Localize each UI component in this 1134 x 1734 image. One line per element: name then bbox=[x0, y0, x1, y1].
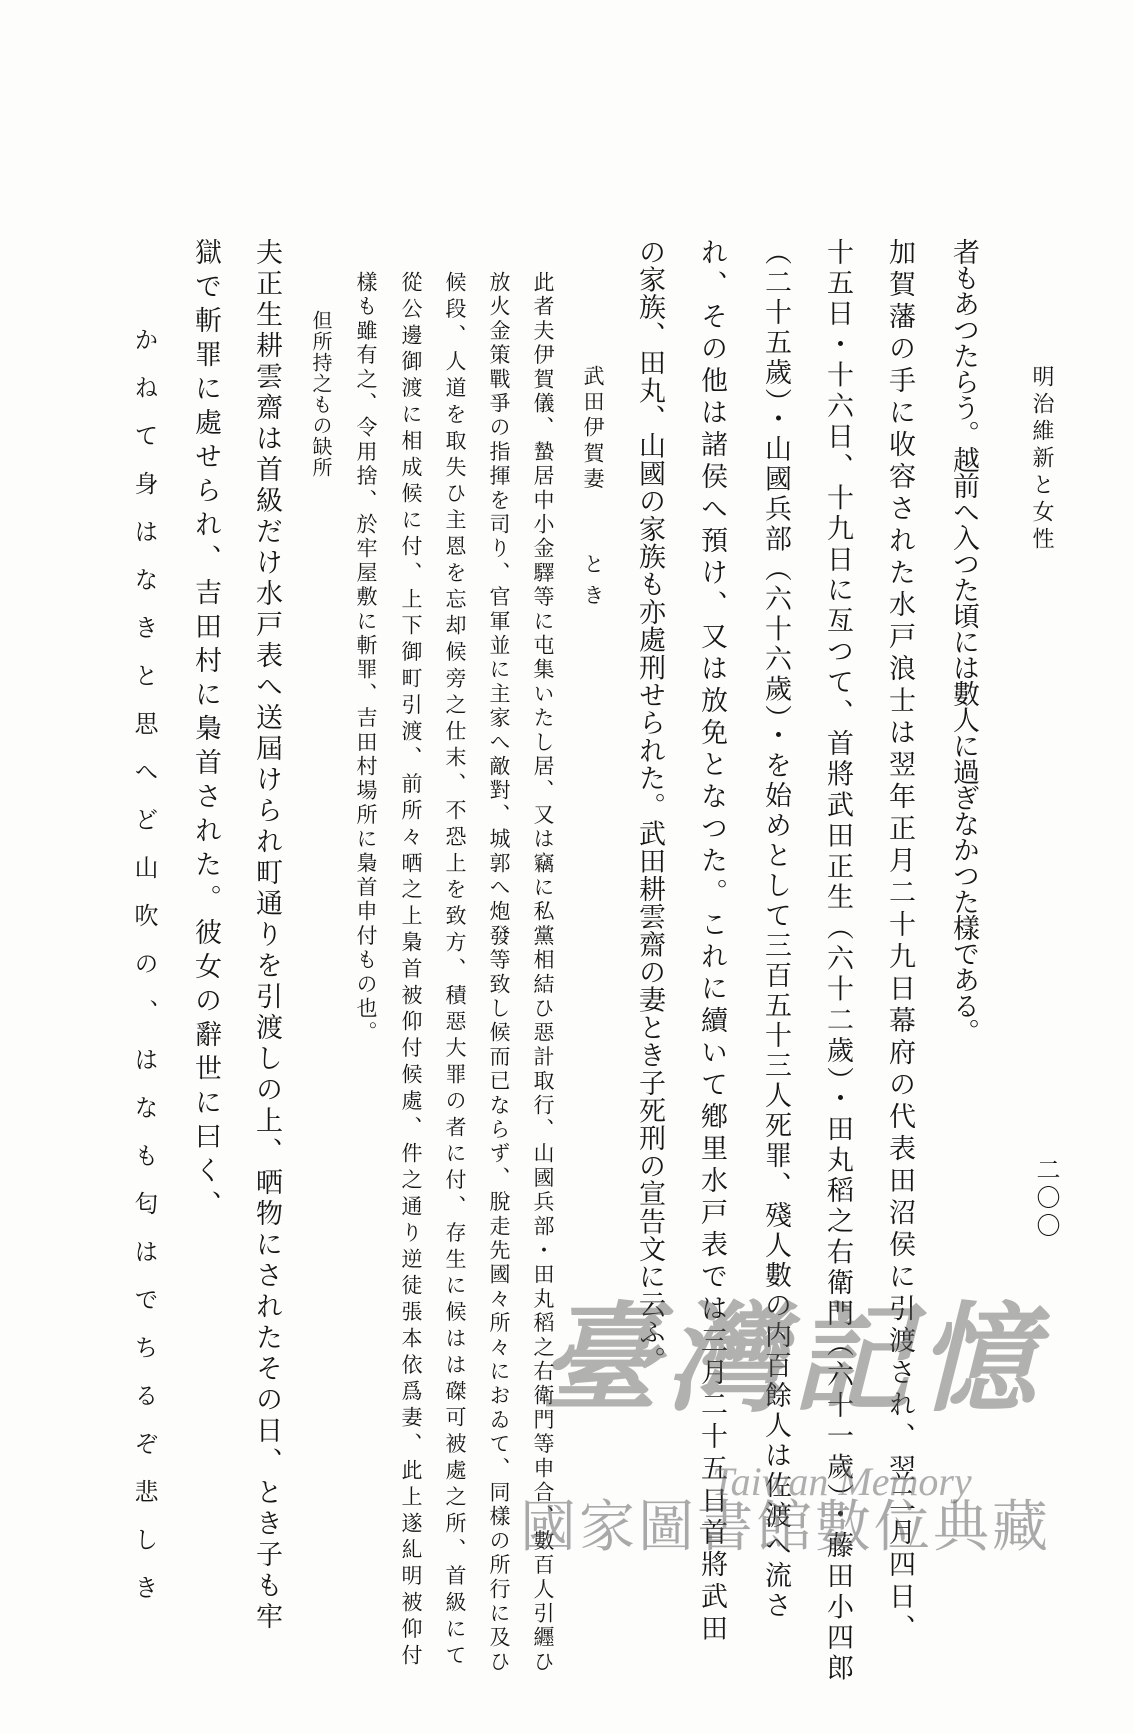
watermark-logo: 臺灣記憶 bbox=[540, 1289, 1045, 1428]
sentence-line: 樣も雖有之、令用捨、於牢屋敷に斬罪、吉田村場所に梟首申付もの也。 bbox=[354, 271, 378, 1046]
watermark-institution: 國家圖書館數位典藏 bbox=[520, 1495, 1051, 1560]
body-line: れ、その他は諸侯へ預け、又は放免となつた。これに續いて鄕里水戸表では三月二十五日首將武田 bbox=[696, 238, 727, 1646]
sentence-line: 候段、人道を取失ひ主恩を忘却候旁之仕末、不恐上を致方、積惡大罪の者に付、存生に候はは磔可被處之所、首級にて bbox=[443, 271, 467, 1671]
sentence-line: 此者夫伊賀儀、蟄居中小金驛等に屯集いたし居、又は竊に私黨相結ひ惡計取行、山國兵部・田丸稻之右衛門等申合、數百人引纒ひ bbox=[531, 271, 555, 1675]
sentence-name: とき bbox=[581, 553, 605, 615]
narrative-line: 獄で斬罪に處せられ、吉田村に梟首された。彼女の辭世に曰く、 bbox=[190, 238, 221, 1224]
sentence-line: 放火金策戰爭の指揮を司り、官軍並に主家へ敵對、城郭へ炮發等致し候而已ならず、脫走先國々所々におゐて、同樣の所行に及ひ bbox=[487, 271, 511, 1675]
body-line: 十五日・十六日、十九日に亙つて、首將武田正生（六十二歲）・田丸稻之右衛門（六十一歲）・藤田小四郎 bbox=[822, 238, 853, 1685]
sentence-line: 從公邊御渡に相成候に付、上下御町引渡、前所々晒之上梟首被仰付候處、件之通り逆徒張本依爲妻、此上遂糺明被仰付 bbox=[399, 271, 423, 1671]
watermark-logo-en: Taiwan Memory bbox=[712, 1459, 972, 1504]
page-number: 二〇〇 bbox=[1032, 1157, 1060, 1241]
sentence-note: 但所持之もの缺所 bbox=[309, 310, 333, 478]
body-line: （二十五歲）・山國兵部（六十六歲）・を始めとして三百五十三人死罪、殘人數の内百餘人は佐渡へ流さ bbox=[760, 238, 791, 1621]
death-poem: かねて身はなきと思へど山吹の、はなも匂はでちるぞ悲しき bbox=[130, 327, 158, 1623]
narrative-line: 夫正生耕雲齋は首級だけ水戸表へ送屆けられ町通りを引渡しの上、晒物にされたその日、とき子も牢 bbox=[251, 238, 282, 1633]
sentence-title: 武田伊賀妻 bbox=[581, 365, 605, 493]
body-line: 者もあつたらう。越前へ入つた頃には數人に過ぎなかつた樣である。 bbox=[948, 238, 979, 1044]
body-line: 加賀藩の手に收容された水戸浪士は翌年正月二十九日幕府の代表田沼侯に引渡され、翌二月四日、 bbox=[884, 238, 915, 1646]
body-line: の家族、田丸、山國の家族も亦處刑せられた。武田耕雲齋の妻とき子死刑の宣告文に云ふ。 bbox=[634, 238, 665, 1374]
running-title: 明治維新と女性 bbox=[1029, 365, 1054, 554]
